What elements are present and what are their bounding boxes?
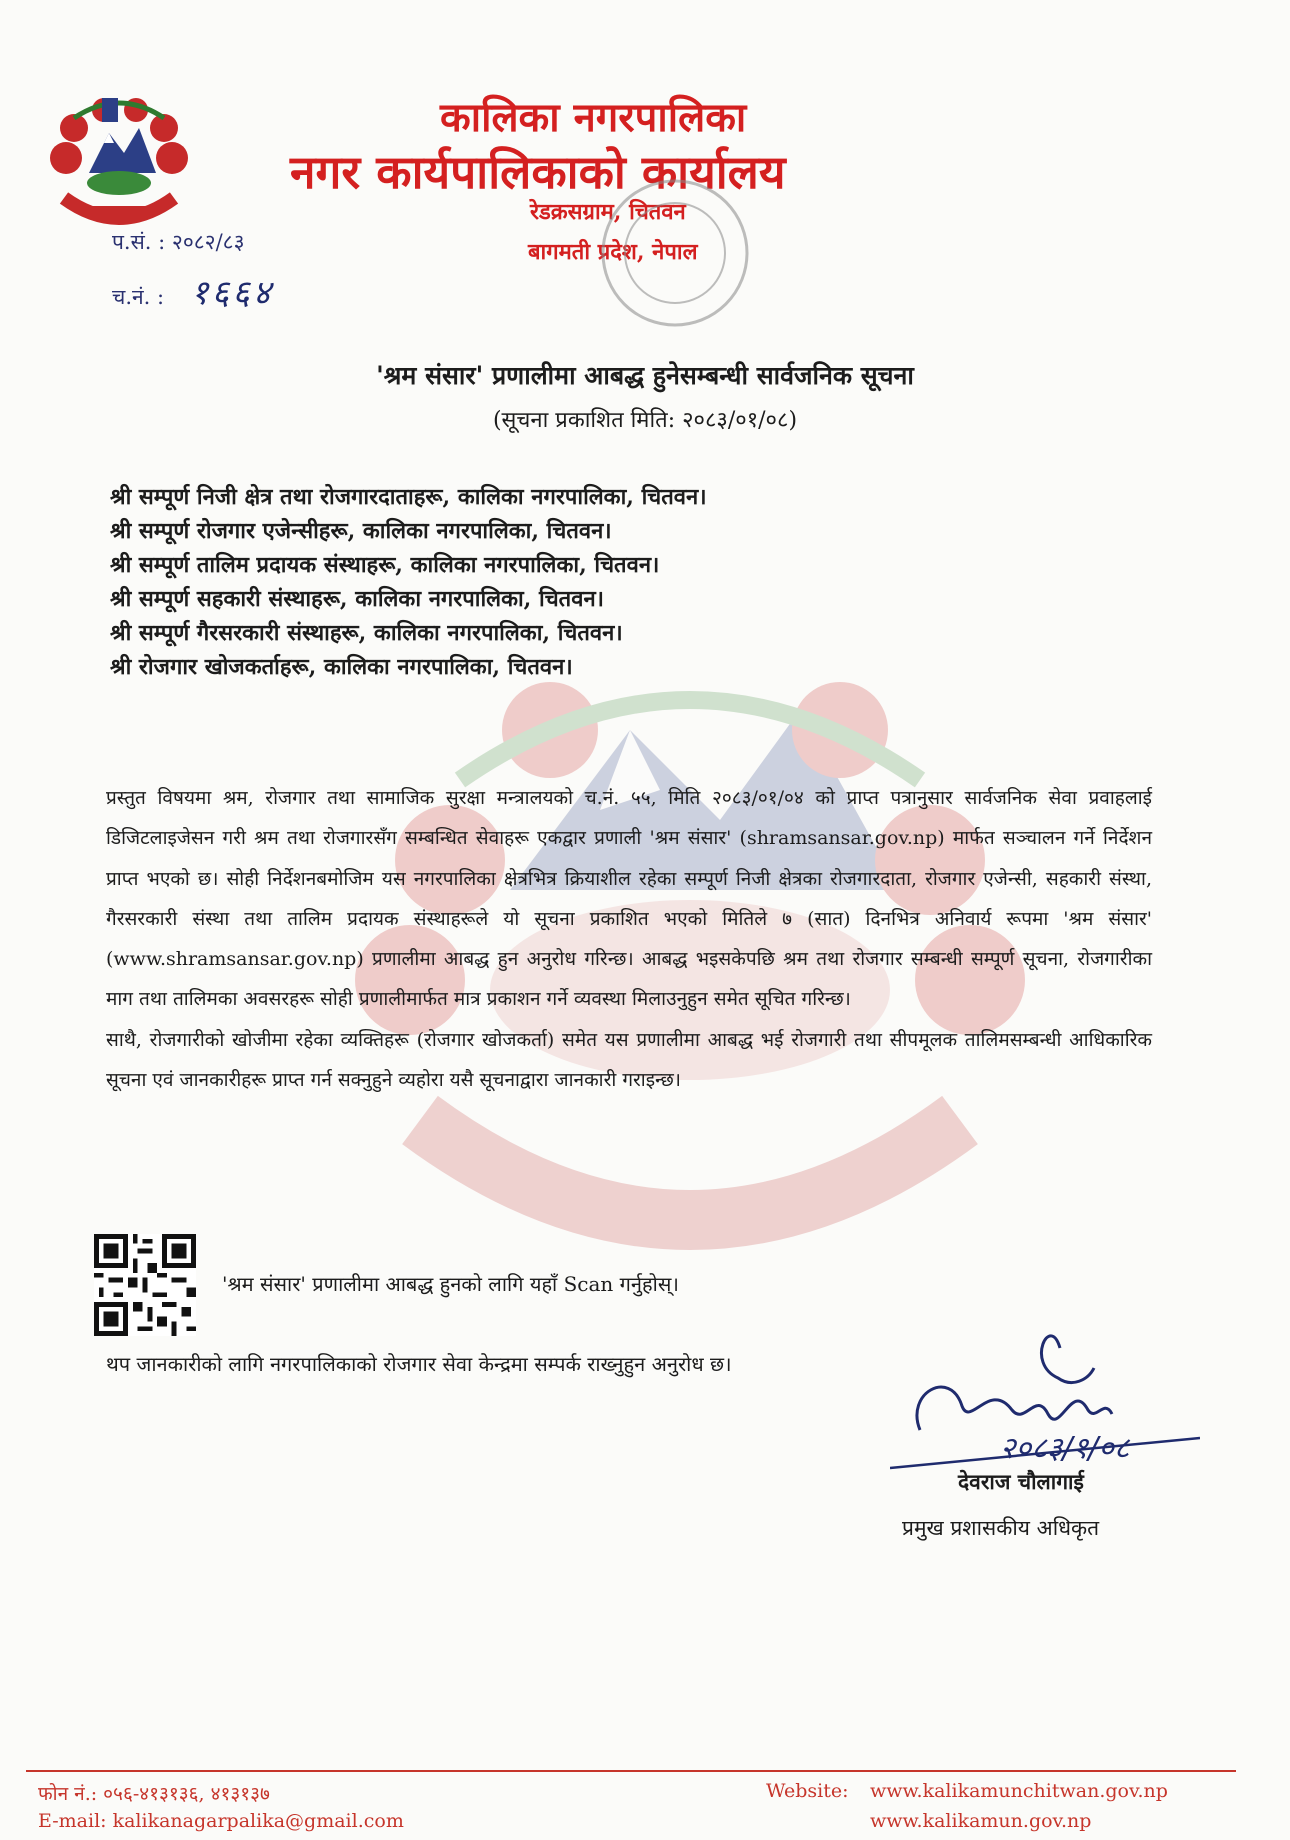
footer-email[interactable]: E-mail: kalikanagarpalika@gmail.com [38, 1810, 404, 1832]
nepal-emblem-icon [44, 88, 194, 228]
footer-website-link[interactable]: www.kalikamun.gov.np [870, 1810, 1092, 1832]
qr-code-icon[interactable] [94, 1234, 196, 1336]
ps-label: प.सं. : [112, 230, 166, 254]
qr-caption: 'श्रम संसार' प्रणालीमा आबद्ध हुनको लागि यहाँ Scan गर्नुहोस्। [222, 1272, 679, 1296]
notice-body [106, 778, 1152, 1100]
notice-title: 'श्रम संसार' प्रणालीमा आबद्ध हुनेसम्बन्धी सार्वजनिक सूचना [376, 361, 914, 390]
recipient-item: श्री रोजगार खोजकर्ताहरू, कालिका नगरपालिका, चितवन। [110, 654, 573, 680]
ps-value: २०८२/८३ [171, 230, 245, 254]
footer-website-link[interactable]: www.kalikamunchitwan.gov.np [870, 1780, 1168, 1802]
office-address: रेडक्रसग्राम, चितवन [530, 199, 686, 225]
dispatch-number [112, 268, 274, 314]
notice-date: (सूचना प्रकाशित मिति: २०८३/०१/०८) [492, 408, 798, 433]
reference-number [112, 228, 245, 256]
office-name: कालिका नगरपालिका [440, 94, 747, 141]
recipient-item: श्री सम्पूर्ण रोजगार एजेन्सीहरू, कालिका नगरपालिका, चितवन। [110, 518, 612, 544]
office-province: बागमती प्रदेश, नेपाल [528, 239, 698, 265]
recipient-item: श्री सम्पूर्ण निजी क्षेत्र तथा रोजगारदाताहरू, कालिका नगरपालिका, चितवन। [110, 484, 707, 510]
footer-divider [26, 1770, 1236, 1772]
signature-icon [890, 1318, 1200, 1483]
footer-website-label: Website: [766, 1780, 849, 1802]
closing-note: थप जानकारीको लागि नगरपालिकाको रोजगार सेवा केन्द्रमा सम्पर्क राख्नुहुन अनुरोध छ। [106, 1352, 732, 1376]
recipient-list [110, 480, 1210, 684]
footer-phone: फोन नं.: ०५६-४१३१३६, ४१३१३७ [38, 1783, 270, 1805]
office-title: नगर कार्यपालिकाको कार्यालय [290, 145, 786, 199]
signatory-title: प्रमुख प्रशासकीय अधिकृत [902, 1516, 1100, 1540]
recipient-item: श्री सम्पूर्ण गैरसरकारी संस्थाहरू, कालिका नगरपालिका, चितवन। [110, 620, 623, 646]
recipient-item: श्री सम्पूर्ण तालिम प्रदायक संस्थाहरू, कालिका नगरपालिका, चितवन। [110, 552, 660, 578]
recipient-item: श्री सम्पूर्ण सहकारी संस्थाहरू, कालिका नगरपालिका, चितवन। [110, 586, 604, 612]
cn-value: १६६४ [190, 273, 274, 313]
body-paragraph: प्रस्तुत विषयमा श्रम, रोजगार तथा सामाजिक सुरक्षा मन्त्रालयको च.नं. ५५, मिति २०८३/०१/०४ को प्राप्त पत्रानुसार सार्वजनिक सेवा प्रवाहलाई डिजिटलाइजेसन गरी श्रम तथा रोजगारसँग सम्बन्धित सेवाहरू एकद्वार प्रणाली 'श्रम संसार' (shramsansar.gov.np) मार्फत सञ्चालन गर्ने निर्देशन प्राप्त भएको छ। सोही निर्देशनबमोजिम यस नगरपालिका क्षेत्रभित्र क्रियाशील रहेका सम्पूर्ण निजी क्षेत्रका रोजगारदाता, रोजगार एजेन्सी, सहकारी संस्था, गैरसरकारी संस्था तथा तालिम प्रदायक संस्थाहरूले यो सूचना प्रकाशित भएको मितिले ७ (सात) दिनभित्र अनिवार्य रूपमा 'श्रम संसार' (www.shramsansar.gov.np) प्रणालीमा आबद्ध हुन अनुरोध गरिन्छ। आबद्ध भइसकेपछि श्रम तथा रोजगार सम्बन्धी सम्पूर्ण सूचना, रोजगारीका माग तथा तालिमका अवसरहरू सोही प्रणालीमार्फत मात्र प्रकाशन गर्ने व्यवस्था मिलाउनुहुन समेत सूचित गरिन्छ। [106, 787, 1152, 1011]
office-stamp-icon [590, 168, 760, 338]
signatory-name: देवराज चौलागाई [958, 1469, 1084, 1494]
body-paragraph: साथै, रोजगारीको खोजीमा रहेका व्यक्तिहरू (रोजगार खोजकर्ता) समेत यस प्रणालीमा आबद्ध भई रोजगारी तथा सीपमूलक तालिमसम्बन्धी आधिकारिक सूचना एवं जानकारीहरू प्राप्त गर्न सक्नुहुने व्यहोरा यसै सूचनाद्वारा जानकारी गराइन्छ। [106, 1028, 1152, 1092]
cn-label: च.नं. : [112, 285, 165, 309]
signature-date: २०८३/१/०८ [1000, 1431, 1130, 1466]
